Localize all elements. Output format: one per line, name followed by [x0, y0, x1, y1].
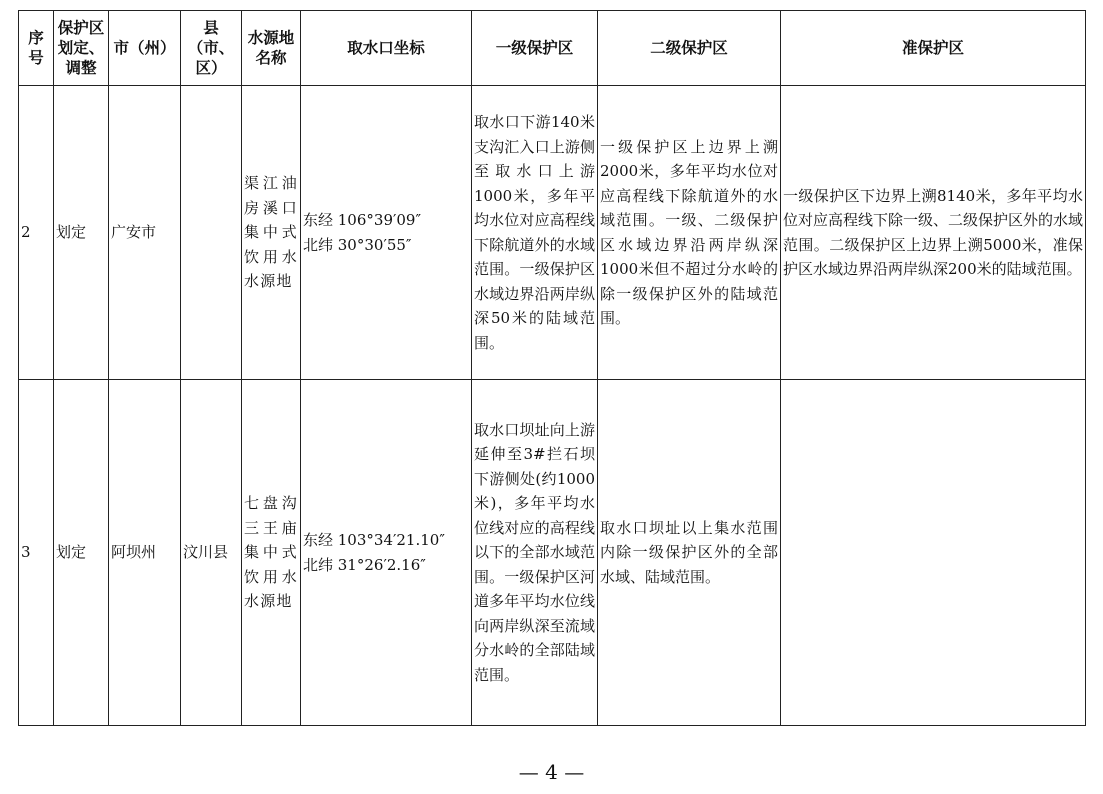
water-source-protection-table [18, 10, 1086, 726]
cell-county: 汶川县 [181, 380, 242, 726]
cell-level2: 取水口坝址以上集水范围内除一级保护区外的全部水域、陆域范围。 [598, 380, 781, 726]
cell-city: 广安市 [109, 86, 181, 380]
cell-source-name: 渠江油房溪口集中式饮用水水源地 [242, 86, 301, 380]
header-zone-type: 保护区划定、调整 [54, 11, 109, 86]
header-seq: 序号 [19, 11, 54, 86]
cell-level1: 取水口下游140米支沟汇入口上游侧至取水口上游1000米，多年平均水位对应高程线下除航道外的水域范围。一级保护区水域边界沿两岸纵深50米的陆域范围。 [472, 86, 598, 380]
header-coords: 取水口坐标 [301, 11, 472, 86]
page-number: — 4 — [518, 760, 585, 784]
cell-county [181, 86, 242, 380]
cell-zone-type: 划定 [54, 380, 109, 726]
table-row [19, 86, 1086, 380]
cell-zone-type: 划定 [54, 86, 109, 380]
cell-coords [301, 86, 472, 380]
header-source-name: 水源地名称 [242, 11, 301, 86]
header-quasi: 准保护区 [781, 11, 1086, 86]
header-county: 县（市、区） [181, 11, 242, 86]
coord-latitude: 北纬 31°26′2.16″ [303, 555, 426, 574]
cell-level1: 取水口坝址向上游延伸至3#拦石坝下游侧处(约1000米)，多年平均水位线对应的高程线以下的全部水域范围。一级保护区河道多年平均水位线向两岸纵深至流域分水岭的全部陆域范围。 [472, 380, 598, 726]
cell-seq: 3 [19, 380, 54, 726]
cell-seq: 2 [19, 86, 54, 380]
coord-longitude: 东经 103°34′21.10″ [303, 531, 445, 549]
table-header-row [19, 11, 1086, 86]
cell-level2: 一级保护区上边界上溯2000米，多年平均水位对应高程线下除航道外的水域范围。一级、二级保护区水域边界沿两岸纵深1000米但不超过分水岭的除一级保护区外的陆域范围。 [598, 86, 781, 380]
cell-quasi [781, 380, 1086, 726]
cell-quasi: 一级保护区下边界上溯8140米，多年平均水位对应高程线下除一级、二级保护区外的水域范围。二级保护区上边界上溯5000米，准保护区水域边界沿两岸纵深200米的陆域范围。 [781, 86, 1086, 380]
header-city: 市（州） [109, 11, 181, 86]
cell-coords [301, 380, 472, 726]
cell-source-name: 七盘沟三王庙集中式饮用水水源地 [242, 380, 301, 726]
cell-city: 阿坝州 [109, 380, 181, 726]
coord-latitude: 北纬 30°30′55″ [303, 235, 412, 254]
header-level1: 一级保护区 [472, 11, 598, 86]
table-row [19, 380, 1086, 726]
header-level2: 二级保护区 [598, 11, 781, 86]
coord-longitude: 东经 106°39′09″ [303, 211, 422, 229]
